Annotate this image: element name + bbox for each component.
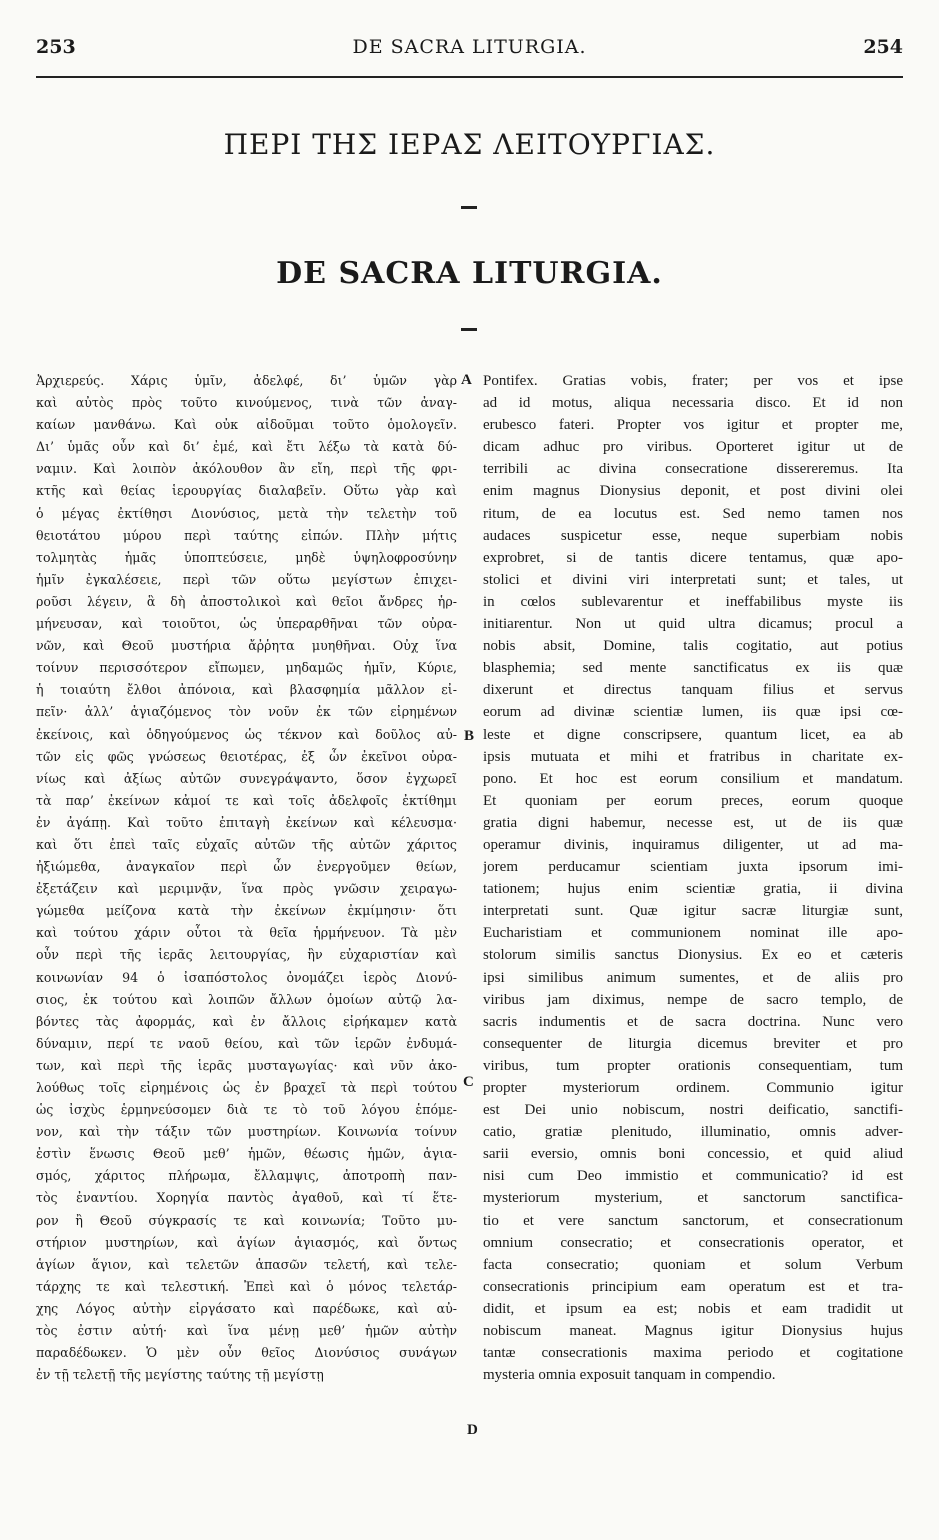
title-separator xyxy=(461,328,477,331)
text-line: νίως καὶ ἀξίως αὐτῶν συνεγράψαντο, ὅσον ἐγχωρεῖ xyxy=(36,770,457,786)
text-line: νῶν, καὶ Θεοῦ μυστήρια ἄῤῥητα μυηθῆναι. Οὐχ ἵνα xyxy=(36,638,457,654)
title-separator xyxy=(461,206,477,209)
text-line: est Dei unio nobiscum, nostri deificatio, sanctifi- xyxy=(483,1102,903,1119)
text-line: nobiscum maneat. Magnus igitur Dionysius hujus xyxy=(483,1323,903,1340)
text-line: ritum, de ea locutus est. Sed nemo tamen nos xyxy=(483,505,903,522)
text-line: leste et digne conscripsere, quantum licet, ea ab xyxy=(483,726,903,743)
text-line: dicam adhuc pro viribus. Oporteret igitur ut de xyxy=(483,439,903,456)
text-line: initiarentur. Non ut quid ultra dicamus; procul a xyxy=(483,616,903,633)
text-line: consequenter de liturgia dicemus breviter et pro xyxy=(483,1035,903,1052)
text-line: τὰ παρ’ ἐκείνων κἀμοί τε καὶ τοῖς ἀδελφοῖς ἐκτίθημι xyxy=(36,792,457,808)
text-line: χης Λόγος αὐτὴν εἰργάσατο καὶ παρέδωκε, καὶ αὐ- xyxy=(36,1300,457,1316)
text-line: mysteria omnia exposuit tanquam in compendio. xyxy=(483,1367,776,1384)
text-line: δύναμιν, περί τε ναοῦ θείου, καὶ τῶν ἱερῶν ἐνδυμά- xyxy=(36,1035,457,1051)
text-line: jorem perducamur scientiam juxta ipsorum imi- xyxy=(483,859,903,876)
text-line: ipsis mutuata et mihi et fratribus in charitate ex- xyxy=(483,748,903,765)
text-line: ρον ἢ Θεοῦ σύγκρασίς τε καὶ κοινωνία; Τοῦτο μυ- xyxy=(36,1212,457,1228)
section-marker-d: D xyxy=(467,1422,478,1438)
text-line: πεῖν· ἀλλ’ ἁγιαζόμενος τὸν νοῦν ἐκ τῶν εἰρημένων xyxy=(36,704,457,720)
text-line: ροῦσι λέγειν, ἃ δὴ ἀποστολικοὶ καὶ θεῖοι ἄνδρες ἡρ- xyxy=(36,593,457,609)
text-line: didit, et ipsum ea est; nobis et eam tradidit ut xyxy=(483,1300,903,1317)
text-line: σιος, ἐκ τούτου καὶ λοιπῶν ἄλλων ὁμοίων αὐτῷ λα- xyxy=(36,991,457,1007)
section-marker-b: B xyxy=(464,728,475,744)
text-line: ἡμῖν ἐγκαλέσειε, περὶ τῶν οὕτω μεγίστων ἐπιχει- xyxy=(36,571,457,587)
text-line: ἐξετάζειν καὶ μεριμνᾷν, ἵνα πρὸς γνῶσιν χειραγω- xyxy=(36,881,457,897)
text-line: οὖν περὶ τῆς ἱερᾶς λειτουργίας, ἣν εὐχαριστίαν καὶ xyxy=(36,947,457,963)
text-line: τὸς ἐναντίου. Χορηγία παντὸς ἀγαθοῦ, καὶ τί ἕτε- xyxy=(36,1190,457,1206)
text-line: eorum ad divinæ scientiæ lumen, iis quæ ipsi cœ- xyxy=(483,704,903,721)
text-line: ἁγίων ἅγιον, καὶ τελετῶν ἁπασῶν τελετή, καὶ τελε- xyxy=(36,1256,457,1272)
text-line: καὶ τούτου χάριν οὗτοι τὰ θεῖα ἡρμήνευον. Τὰ μὲν xyxy=(36,925,457,941)
text-line: κτῆς καὶ θείας ἱερουργίας διαλαβεῖν. Οὕτω γὰρ καὶ xyxy=(36,483,457,499)
page-number-left: 253 xyxy=(36,36,76,58)
text-line: mysteriorum mysterium, et sanctorum sanctifica- xyxy=(483,1190,903,1207)
text-line: ἐκείνοις, καὶ ὁδηγούμενος ὡς τέκνον καὶ δοῦλος αὐ- xyxy=(36,726,457,742)
text-line: gratia digni habemur, necesse est, ut de iis quæ xyxy=(483,814,903,831)
text-line: Eucharistiam et communionem nominat ille apo- xyxy=(483,925,903,942)
text-line: μήνευσαν, καὶ τοιοῦτοι, ὡς ὑπεραρθῆναι τῶν οὐρα- xyxy=(36,616,457,632)
text-line: ἡ τοιαύτη ἔλθοι ἀπόνοια, καὶ βλασφημία μᾶλλον εἰ- xyxy=(36,682,457,698)
text-line: viribus, tum propter orationis consequentiam, tum xyxy=(483,1057,903,1074)
text-line: Ἀρχιερεύς. Χάρις ὑμῖν, ἀδελφέ, δι’ ὑμῶν γὰρ xyxy=(36,373,457,388)
text-line: tantæ consecrationis maxima periodo et cogitatione xyxy=(483,1345,903,1362)
text-line: omnium consecratio; et consecrationis operator, et xyxy=(483,1234,903,1251)
text-line: facta consecratio; quoniam et solum Verbum xyxy=(483,1256,903,1273)
text-line: audaces suspicetur esse, neque superbiam nobis xyxy=(483,527,903,544)
text-line: κοινωνίαν 94 ὁ ἰσαπόστολος ὀνομάζει ἱερὸς Διονύ- xyxy=(36,969,457,985)
text-line: nisi cum Deo immistio et communicatio? id est xyxy=(483,1168,903,1185)
text-line: viribus jam diximus, nempe de sacro templo, de xyxy=(483,991,903,1008)
text-line: pono. Et hoc est eorum consilium et mandatum. xyxy=(483,770,903,787)
text-line: sacris indumentis et de sacra doctrina. Nunc vero xyxy=(483,1013,903,1030)
text-line: interpretati sunt. Quæ igitur sacræ liturgiæ sunt, xyxy=(483,903,903,920)
greek-column xyxy=(36,370,457,1490)
greek-title: ΠΕΡΙ ΤΗΣ ΙΕΡΑΣ ΛΕΙΤΟΥΡΓΙΑΣ. xyxy=(223,128,716,161)
text-line: tationem; hujus enim scientiæ gratia, ii divina xyxy=(483,881,903,898)
text-line: καίων μανθάνω. Καὶ οὐκ αἰδοῦμαι τοῦτο ὁμολογεῖν. xyxy=(36,417,457,433)
text-line: ipsi similibus animum sumentes, et de aliis pro xyxy=(483,969,903,986)
text-line: γώμεθα μείζονα κατὰ τὴν ἐκείνων ἐκμίμησιν· ὅτι xyxy=(36,903,457,919)
text-line: ad id motus, aliqua necessaria disco. Et id non xyxy=(483,395,903,412)
text-line: operamur divinis, inquiramus diligenter, ut ad ma- xyxy=(483,836,903,853)
text-line: Pontifex. Gratias vobis, frater; per vos et ipse xyxy=(483,373,903,389)
page-number-right: 254 xyxy=(863,36,903,58)
text-line: καὶ αὐτὸς πρὸς τοῦτο κινούμενος, τινὰ τῶν ἀναγ- xyxy=(36,395,457,411)
text-line: tio et vere sanctum sanctorum, et consecrationum xyxy=(483,1212,903,1229)
text-line: ἐστὶν ἕνωσις Θεοῦ μεθ’ ἡμῶν, θέωσις ἡμῶν, ἁγια- xyxy=(36,1146,457,1162)
latin-title: DE SACRA LITURGIA. xyxy=(276,256,663,291)
text-line: σμός, χάριτος πλήρωμα, ἔλλαμψις, ἀποτροπὴ παν- xyxy=(36,1168,457,1184)
text-line: ἠξιώμεθα, ἀναγκαῖον περὶ ὧν ἐνεργοῦμεν θείων, xyxy=(36,859,457,875)
text-line: ἐν ἀγάπῃ. Καὶ τοῦτο ἐπιταγὴ ἐκείνων καὶ κέλευσμα· xyxy=(36,814,457,830)
text-line: νον, καὶ τὴν τάξιν τῶν μυστηρίων. Κοινωνία τοίνυν xyxy=(36,1124,457,1140)
text-line: τολμητὰς ἡμᾶς ὑποπτεύσειε, μηδὲ ὑψηλοφροσύνην xyxy=(36,549,457,565)
text-line: τῶν εἰς φῶς γνώσεως θειοτέρας, ἐξ ὧν ἐκεῖνοι οὐρα- xyxy=(36,748,457,764)
text-line: stolorum similis sanctus Dionysius. Ex eo et cæteris xyxy=(483,947,903,964)
text-line: nobis absit, Domine, talis cogitatio, aut potius xyxy=(483,638,903,655)
text-line: exprobret, si de tantis dicere tentamus, quæ apo- xyxy=(483,549,903,566)
section-marker-c: C xyxy=(463,1074,474,1090)
section-marker-a: A xyxy=(461,372,472,388)
text-line: propter mysteriorum ordinem. Communio igitur xyxy=(483,1080,903,1096)
text-line: terribili ac divina consecratione dissereremus. Ita xyxy=(483,461,903,478)
text-line: blasphemia; sed mente sanctificatus ex iis quæ xyxy=(483,660,903,677)
text-line: consecrationis principium eam operatum est et tra- xyxy=(483,1278,903,1295)
text-line: τοίνυν περισσότερον εἴπωμεν, μηδαμῶς ἡμῖν, Κύριε, xyxy=(36,660,457,676)
text-line: Et quoniam per eorum preces, eorum quoque xyxy=(483,792,903,809)
text-line: in cœlos sublevarentur et ineffabilibus myste iis xyxy=(483,593,903,610)
text-line: ὁ μέγας ἐκτίθησι Διονύσιος, μετὰ τὴν τελετὴν τοῦ xyxy=(36,505,457,521)
text-line: καὶ ὅτι ἐπεὶ ταῖς εὐχαῖς αὐτῶν τῆς αὐτῶν χάριτος xyxy=(36,836,457,852)
running-title: DE SACRA LITURGIA. xyxy=(352,36,587,58)
latin-column xyxy=(483,370,903,1490)
text-line: ἐν τῇ τελετῇ τῆς μεγίστης ταύτης τῇ μεγίστῃ xyxy=(36,1367,324,1383)
text-line: τάρχης τε καὶ τελεστική. Ἐπεὶ καὶ ὁ μόνος τελετάρ- xyxy=(36,1278,457,1294)
text-line: θειοτάτου μύρου περὶ ταύτης εἰπών. Πλὴν μήτις xyxy=(36,527,457,543)
text-line: erubesco fateri. Propter vos igitur et propter me, xyxy=(483,417,903,434)
text-line: των, καὶ περὶ τῆς ἱερᾶς μυσταγωγίας· καὶ νῦν ἀκο- xyxy=(36,1057,457,1073)
text-line: λούθως τοῖς εἰρημένοις ὡς ἐν βραχεῖ τὰ περὶ τούτου xyxy=(36,1080,457,1095)
text-line: stolici et divini viri interpretati sunt; et tales, ut xyxy=(483,571,903,588)
text-line: ναμιν. Καὶ λοιπὸν ἀκόλουθον ἂν εἴη, περὶ τῆς φρι- xyxy=(36,461,457,477)
text-line: Δι’ ὑμᾶς οὖν καὶ δι’ ἐμέ, καὶ ἔτι λέξω τὰ κατὰ δύ- xyxy=(36,439,457,455)
text-line: dixerunt et directus tanquam filius et servus xyxy=(483,682,903,699)
text-line: sarii eversio, omnis boni concessio, et quid aliud xyxy=(483,1146,903,1163)
text-line: βόντες τὰς ἀφορμάς, καὶ ἐν ἄλλοις εἰρήκαμεν κατὰ xyxy=(36,1013,457,1029)
text-line: catio, gratiæ plenitudo, illuminatio, omnis adver- xyxy=(483,1124,903,1141)
text-line: στήριον μυστηρίων, καὶ ἁγίων ἁγιασμός, καὶ ὄντως xyxy=(36,1234,457,1250)
text-line: παραδέδωκεν. Ὁ μὲν οὖν θεῖος Διονύσιος συνάγων xyxy=(36,1345,457,1361)
text-line: ὡς ἰσχὺς ἑρμηνεύσομεν διὰ τε τὸ τοῦ λόγου ἑπόμε- xyxy=(36,1102,457,1118)
header-rule xyxy=(36,76,903,78)
text-line: enim magnus Dionysius deponit, et post divini olei xyxy=(483,483,903,500)
running-header xyxy=(36,36,903,62)
text-line: τὸς ἐστιν αὐτή· καὶ ἵνα μένῃ μεθ’ ἡμῶν αὐτὴν xyxy=(36,1323,457,1339)
